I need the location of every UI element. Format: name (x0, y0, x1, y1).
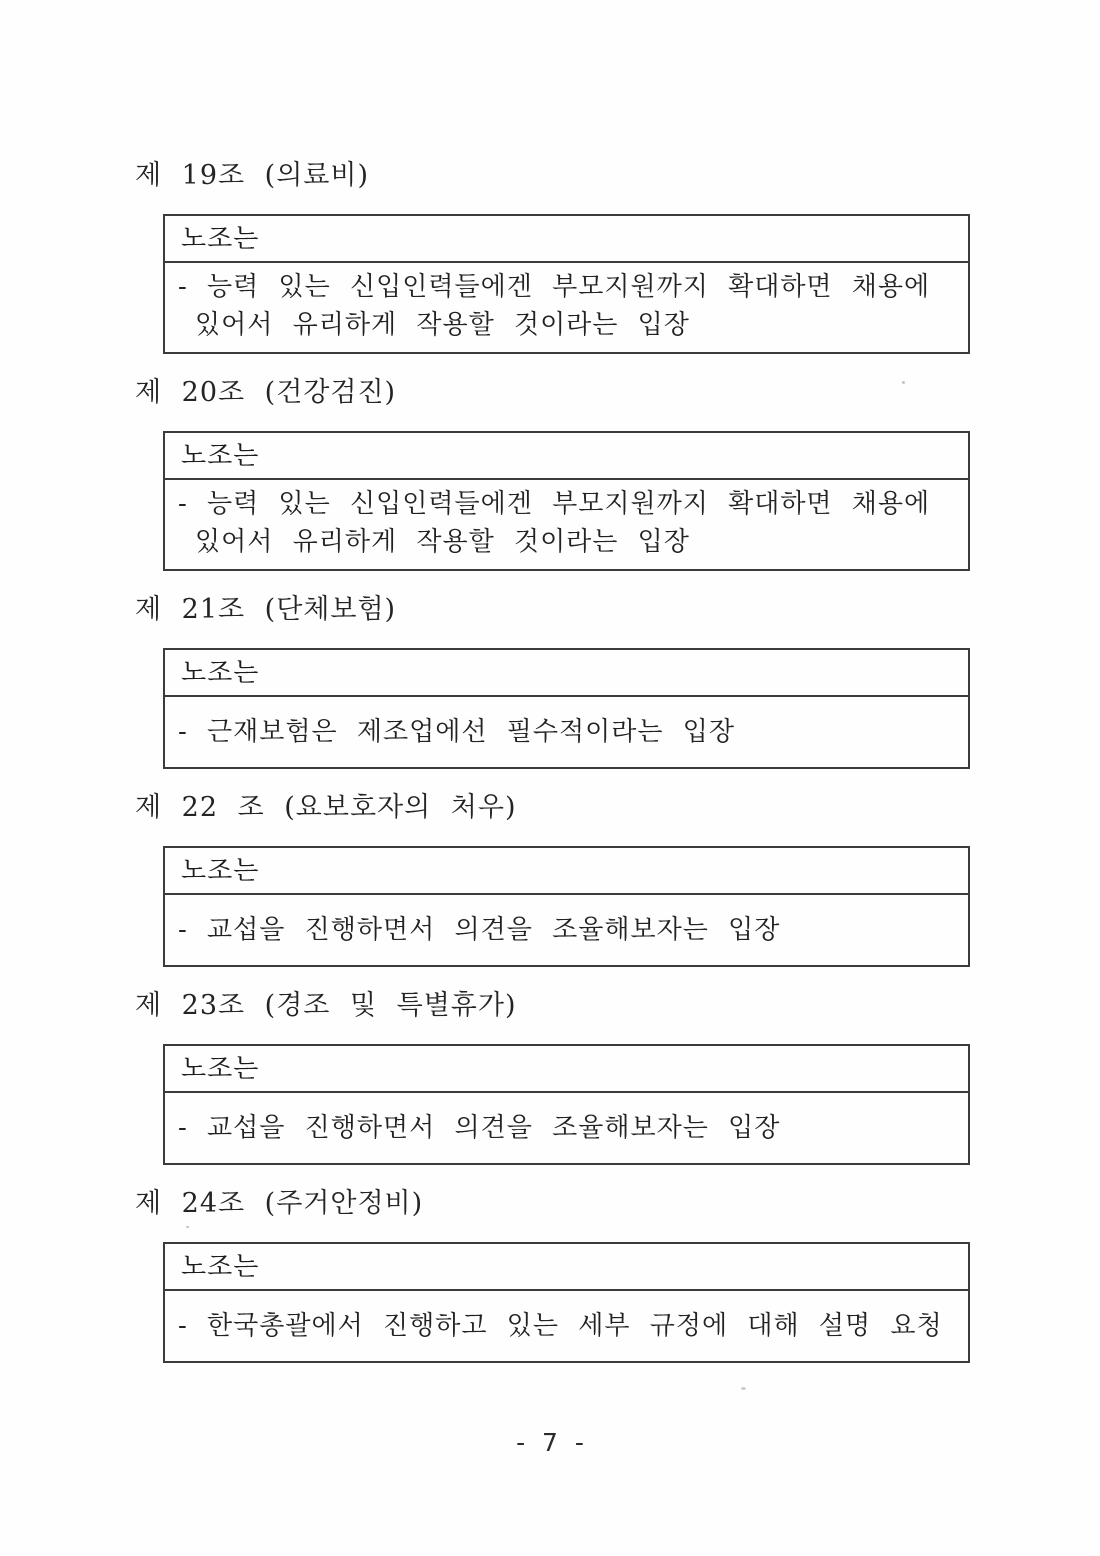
table-body-cell (165, 697, 968, 767)
position-text-line: - 한국총괄에서 진행하고 있는 세부 규정에 대해 설명 요청 (178, 1311, 943, 1341)
position-text-line: 있어서 유리하게 작용할 것이라는 입장 (195, 527, 690, 557)
page-number: - 7 - (516, 1428, 584, 1457)
table-body-cell (165, 263, 968, 352)
article-24-section (135, 1188, 970, 1363)
union-position-table (163, 648, 970, 769)
position-text-line: 있어서 유리하게 작용할 것이라는 입장 (195, 310, 690, 340)
table-body-cell (165, 1093, 968, 1163)
table-body-cell (165, 480, 968, 569)
position-text-line: - 능력 있는 신입인력들에겐 부모지원까지 확대하면 채용에 (178, 489, 931, 519)
table-header-cell: 노조는 (165, 433, 968, 480)
table-header-cell: 노조는 (165, 848, 968, 895)
scan-speck (186, 1226, 189, 1228)
union-position-table (163, 214, 970, 354)
table-body-cell (165, 895, 968, 965)
position-text-line: - 능력 있는 신입인력들에겐 부모지원까지 확대하면 채용에 (178, 272, 931, 302)
position-text-line: - 교섭을 진행하면서 의견을 조율해보자는 입장 (178, 1113, 781, 1143)
table-header-cell: 노조는 (165, 650, 968, 697)
article-heading: 제 21조 (단체보험) (135, 594, 397, 625)
article-heading: 제 20조 (건강검진) (135, 377, 397, 408)
table-body-cell (165, 1291, 968, 1361)
article-heading: 제 22 조 (요보호자의 처우) (135, 792, 517, 823)
article-heading: 제 24조 (주거안정비) (135, 1188, 424, 1219)
union-position-table (163, 431, 970, 571)
article-20-section (135, 377, 970, 571)
union-position-table (163, 1242, 970, 1363)
article-heading: 제 23조 (경조 및 특별휴가) (135, 990, 517, 1021)
union-position-table (163, 1044, 970, 1165)
table-header-cell: 노조는 (165, 1046, 968, 1093)
article-19-section (135, 160, 970, 354)
article-21-section (135, 594, 970, 769)
article-heading: 제 19조 (의료비) (135, 160, 369, 191)
article-23-section (135, 990, 970, 1165)
table-header-cell: 노조는 (165, 1244, 968, 1291)
table-header-cell: 노조는 (165, 216, 968, 263)
position-text-line: - 근재보험은 제조업에선 필수적이라는 입장 (178, 717, 735, 747)
scan-speck (741, 1387, 746, 1390)
position-text-line: - 교섭을 진행하면서 의견을 조율해보자는 입장 (178, 915, 781, 945)
union-position-table (163, 846, 970, 967)
scan-speck (902, 381, 905, 384)
article-22-section (135, 792, 970, 967)
